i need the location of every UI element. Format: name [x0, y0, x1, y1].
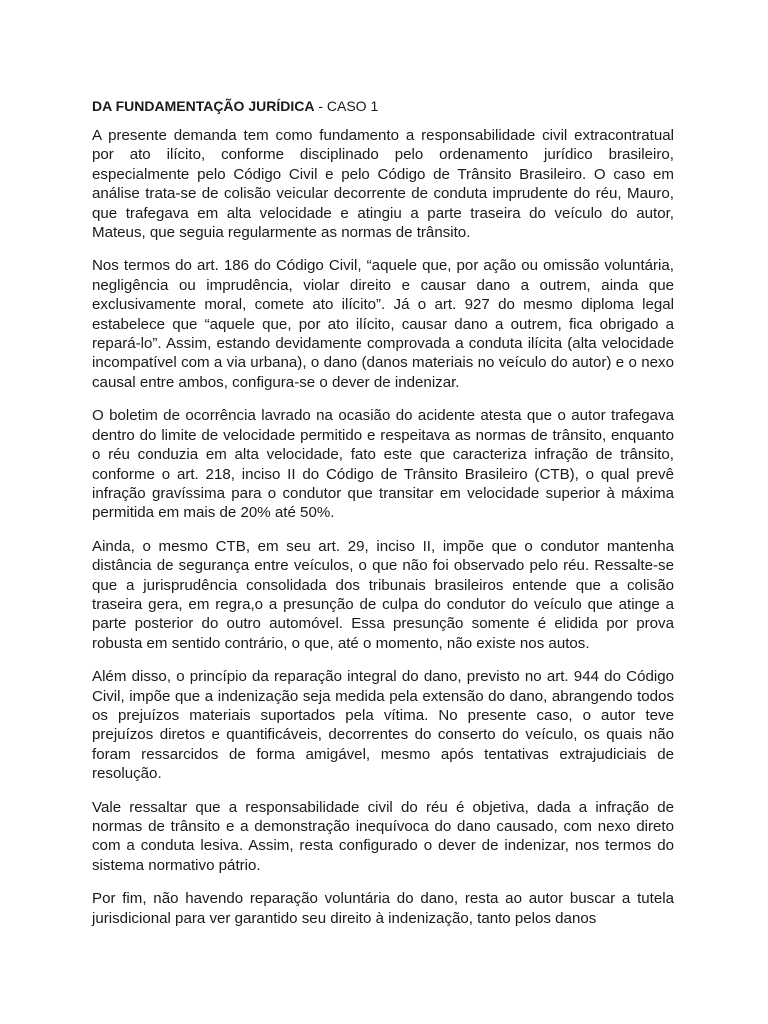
- paragraph-1: A presente demanda tem como fundamento a responsabilidade civil extracontratual por ato ilícito, conforme disciplinado pelo ordenamento jurídico brasileiro, especialmente pelo Código Civil e pelo Código de Trânsito Brasileiro. O caso em análise trata-se de colisão veicular decorrente de conduta imprudente do réu, Mauro, que trafegava em alta velocidade e atingiu a parte traseira do veículo do autor, Mateus, que seguia regularmente as normas de trânsito.: [92, 127, 674, 242]
- paragraph-2: Nos termos do art. 186 do Código Civil, “aquele que, por ação ou omissão voluntária, negligência ou imprudência, violar direito e causar dano a outrem, ainda que exclusivamente moral, comete ato ilícito”. Já o art. 927 do mesmo diploma legal estabelece que “aquele que, por ato ilícito, causar dano a outrem, fica obrigado a repará-lo”. Assim, estando devidamente comprovada a conduta ilícita (alta velocidade incompatível com a via urbana), o dano (danos materiais no veículo do autor) e o nexo causal entre ambos, configura-se o dever de indenizar.: [92, 257, 674, 391]
- document-page: [92, 97, 674, 942]
- heading-title: DA FUNDAMENTAÇÃO JURÍDICA: [92, 98, 315, 114]
- paragraph-5: Além disso, o princípio da reparação integral do dano, previsto no art. 944 do Código Civil, impõe que a indenização seja medida pela extensão do dano, abrangendo todos os prejuízos materiais suportados pela vítima. No presente caso, o autor teve prejuízos diretos e quantificáveis, decorrentes do conserto do veículo, os quais não foram ressarcidos de forma amigável, mesmo após tentativas extrajudiciais de resolução.: [92, 668, 674, 783]
- paragraph-6: Vale ressaltar que a responsabilidade civil do réu é objetiva, dada a infração de normas de trânsito e a demonstração inequívoca do dano causado, com nexo direto com a conduta lesiva. Assim, resta configurado o dever de indenizar, nos termos do sistema normativo pátrio.: [92, 798, 674, 874]
- heading-case-label: - CASO 1: [314, 98, 379, 114]
- paragraph-7: Por fim, não havendo reparação voluntária do dano, resta ao autor buscar a tutela jurisdicional para ver garantido seu direito à indenização, tanto pelos danos: [92, 890, 674, 927]
- paragraph-3: O boletim de ocorrência lavrado na ocasião do acidente atesta que o autor trafegava dentro do limite de velocidade permitido e respeitava as normas de trânsito, enquanto o réu conduzia em alta velocidade, fato este que caracteriza infração de trânsito, conforme o art. 218, inciso II do Código de Trânsito Brasileiro (CTB), o qual prevê infração gravíssima para o condutor que transitar em velocidade superior à máxima permitida em mais de 20% até 50%.: [92, 407, 674, 522]
- paragraph-4: Ainda, o mesmo CTB, em seu art. 29, inciso II, impõe que o condutor mantenha distância de segurança entre veículos, o que não foi observado pelo réu. Ressalte-se que a jurisprudência consolidada dos tribunais brasileiros entende que a colisão traseira gera, em regra,o a presunção de culpa do condutor do veículo que atinge a parte posterior do outro automóvel. Essa presunção somente é elidida por prova robusta em sentido contrário, o que, até o momento, não existe nos autos.: [92, 537, 674, 652]
- section-heading: [92, 97, 674, 116]
